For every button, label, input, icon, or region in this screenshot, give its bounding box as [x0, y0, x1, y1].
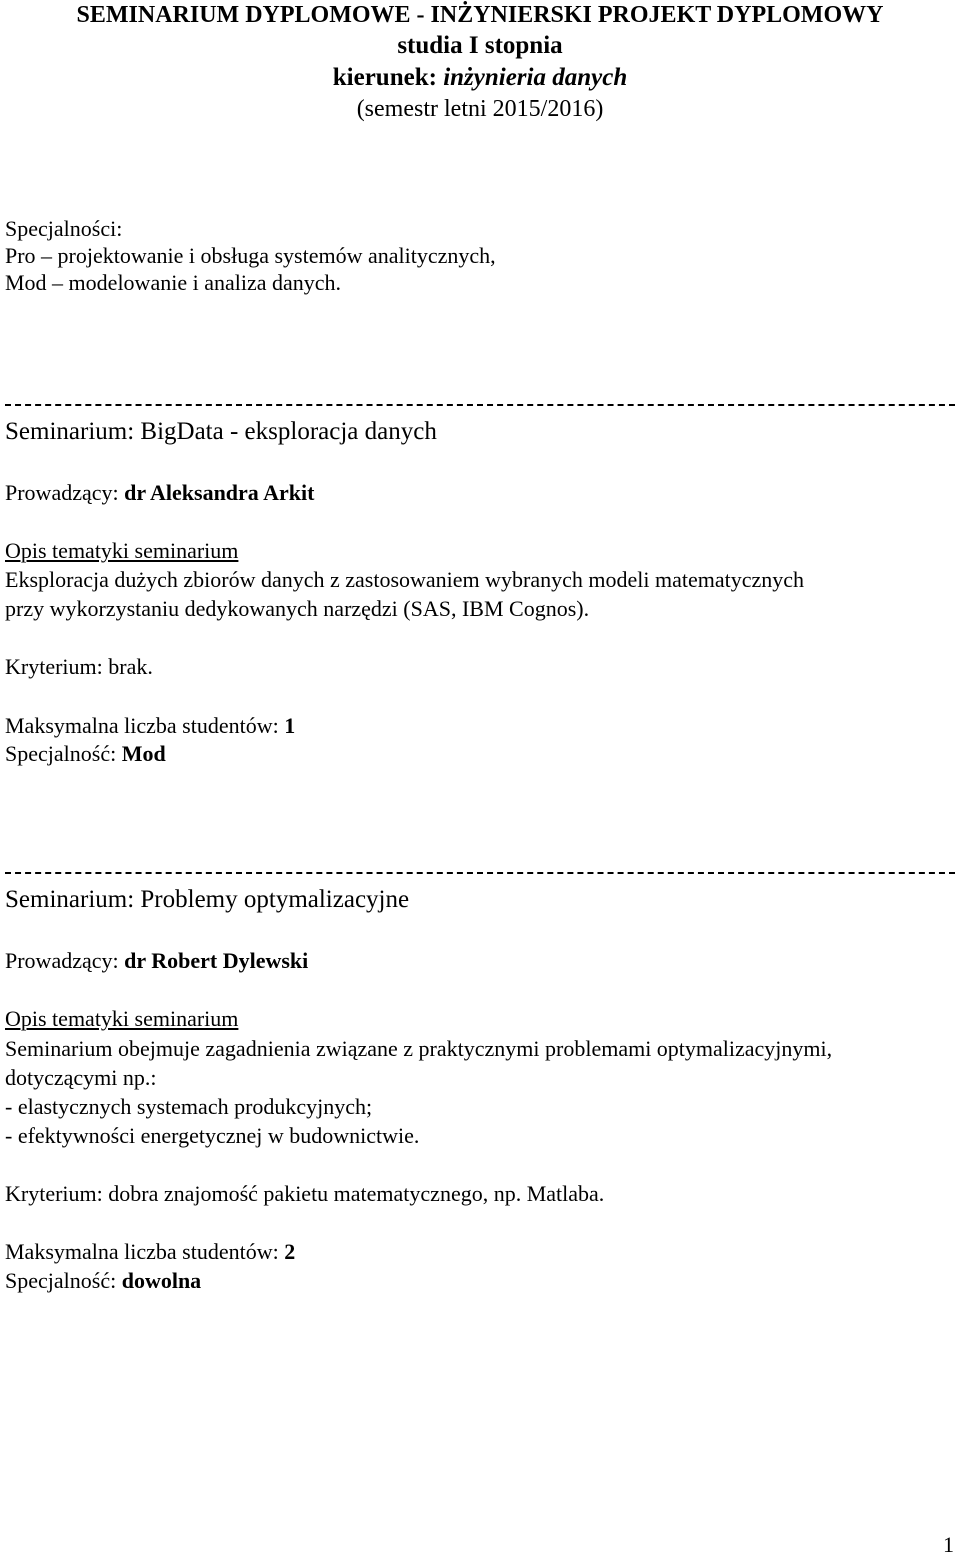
- semester: (semestr letni 2015/2016): [356, 96, 604, 122]
- study-level: studia I stopnia: [397, 32, 563, 59]
- max-students-label: Maksymalna liczba studentów:: [5, 1239, 285, 1264]
- seminar-title-value: Problemy optymalizacyjne: [140, 886, 410, 913]
- section-divider: [5, 872, 955, 874]
- seminar-title-value: BigData - eksploracja danych: [140, 418, 437, 445]
- max-students: [5, 713, 295, 739]
- document-title: SEMINARIUM DYPLOMOWE - INŻYNIERSKI PROJEKT DYPLOMOWY: [76, 2, 884, 28]
- specializations-title: Specjalności:: [5, 216, 123, 241]
- specialization-value: Mod: [121, 741, 166, 766]
- seminar-title-label: Seminarium:: [5, 418, 141, 445]
- description-line: przy wykorzystaniu dedykowanych narzędzi (SAS, IBM Cognos).: [5, 596, 590, 621]
- seminar-specialization: [5, 1268, 201, 1294]
- section-divider: [5, 404, 955, 406]
- seminar-criterion: Kryterium: dobra znajomość pakietu matematycznego, np. Matlaba.: [5, 1181, 605, 1206]
- specialization-item: Mod – modelowanie i analiza danych.: [5, 270, 342, 295]
- field-of-study: [0, 64, 960, 92]
- lecturer-name: dr Robert Dylewski: [124, 948, 309, 973]
- description-heading: Opis tematyki seminarium: [5, 1006, 239, 1031]
- seminar-title: [5, 886, 409, 914]
- description-line: - efektywności energetycznej w budownictwie.: [5, 1123, 420, 1148]
- description-heading: Opis tematyki seminarium: [5, 538, 239, 563]
- max-students-label: Maksymalna liczba studentów:: [5, 713, 285, 738]
- specialization-value: dowolna: [121, 1268, 202, 1293]
- lecturer-label: Prowadzący:: [5, 948, 125, 973]
- lecturer-name: dr Aleksandra Arkit: [124, 480, 315, 505]
- field-label: kierunek:: [332, 64, 444, 91]
- field-value: inżynieria danych: [443, 64, 628, 91]
- lecturer-label: Prowadzący:: [5, 480, 125, 505]
- description-line: Eksploracja dużych zbiorów danych z zastosowaniem wybranych modeli matematycznych: [5, 567, 805, 592]
- specialization-item: Pro – projektowanie i obsługa systemów analitycznych,: [5, 243, 496, 268]
- specialization-label: Specjalność:: [5, 1268, 122, 1293]
- description-line: Seminarium obejmuje zagadnienia związane z praktycznymi problemami optymalizacyjnymi,: [5, 1036, 833, 1061]
- seminar-criterion: Kryterium: brak.: [5, 654, 153, 679]
- max-students-value: 2: [284, 1239, 296, 1264]
- specialization-label: Specjalność:: [5, 741, 122, 766]
- description-line: - elastycznych systemach produkcyjnych;: [5, 1094, 373, 1119]
- description-line: dotyczącymi np.:: [5, 1065, 157, 1090]
- seminar-specialization: [5, 741, 166, 767]
- max-students-value: 1: [284, 713, 296, 738]
- page-number: 1: [943, 1532, 954, 1557]
- max-students: [5, 1239, 295, 1265]
- seminar-lecturer: [5, 948, 308, 974]
- seminar-title: [5, 418, 437, 446]
- seminar-title-label: Seminarium:: [5, 886, 141, 913]
- seminar-lecturer: [5, 480, 314, 506]
